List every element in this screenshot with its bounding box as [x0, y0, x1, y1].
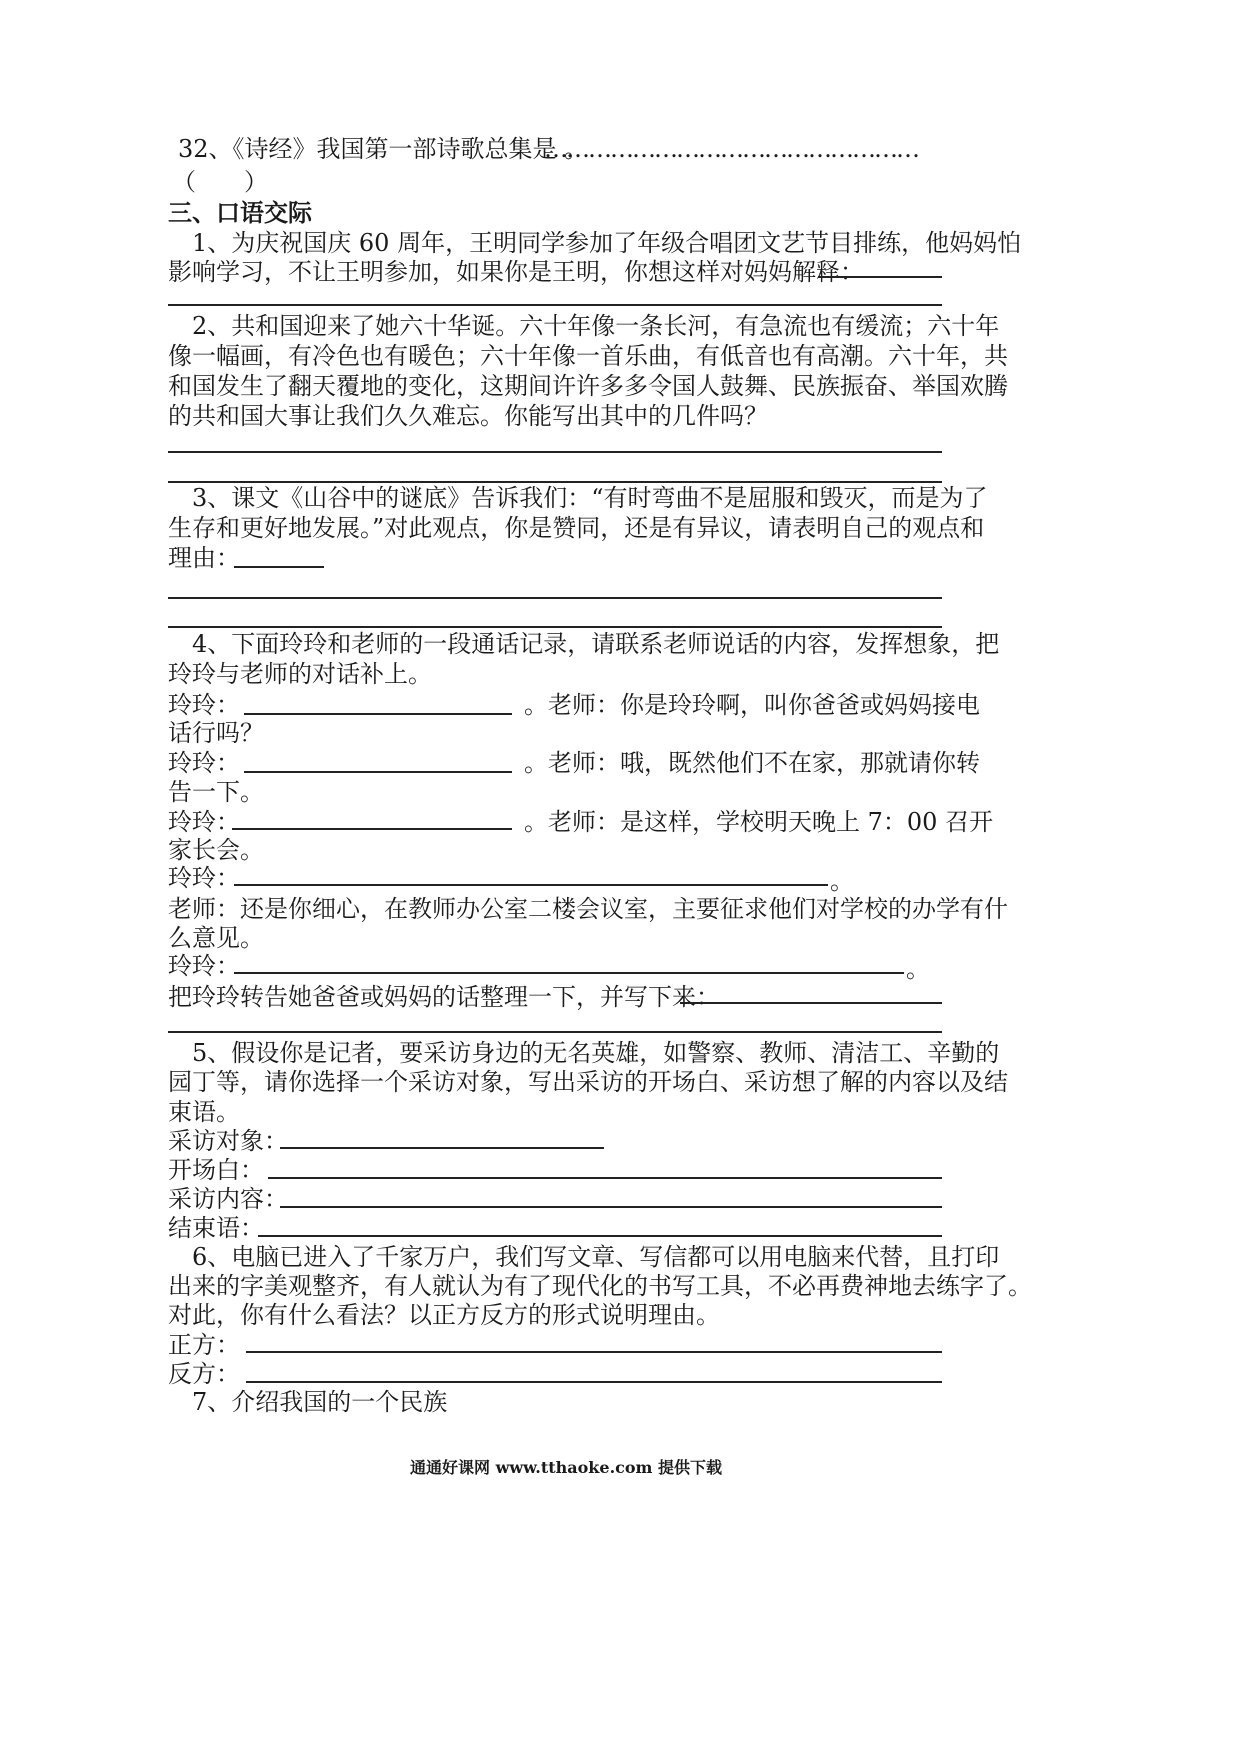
q4-summary-line[interactable]	[168, 1031, 942, 1033]
q4-line-1: 4、下面玲玲和老师的一段通话记录，请联系老师说话的内容，发挥想象，把	[192, 630, 1000, 658]
q1-answer-blank[interactable]	[818, 276, 942, 278]
q4-summary-blank[interactable]	[680, 1002, 942, 1004]
q4-teacher-line-5: 老师：还是你细心，在教师办公室二楼会议室，主要征求他们对学校的办学有什	[168, 895, 1008, 923]
q2-line-4: 的共和国大事让我们久久难忘。你能写出其中的几件吗？	[168, 402, 768, 430]
q4-ling-blank-5[interactable]	[234, 972, 904, 974]
q4-ling-label-2: 玲玲：	[168, 749, 240, 777]
q5-target-blank[interactable]	[280, 1147, 604, 1149]
q1-line-1: 1、为庆祝国庆 60 周年，王明同学参加了年级合唱团文艺节目排练，他妈妈怕	[192, 229, 1022, 257]
q6-pro-blank[interactable]	[246, 1351, 942, 1353]
q6-line-1: 6、电脑已进入了千家万户，我们写文章、写信都可以用电脑来代替，且打印	[192, 1243, 1000, 1271]
q1-line-2: 影响学习，不让王明参加，如果你是王明，你想这样对妈妈解释：	[168, 258, 864, 286]
q5-line-3: 束语。	[168, 1098, 240, 1126]
q2-line-1: 2、共和国迎来了她六十华诞。六十年像一条长河，有急流也有缓流；六十年	[192, 312, 1000, 340]
section-3-title: 三、口语交际	[168, 199, 312, 227]
q4-teacher-line-1-cont: 话行吗？	[168, 719, 264, 747]
q2-line-3: 和国发生了翻天覆地的变化，这期间许许多多令国人鼓舞、民族振奋、举国欢腾	[168, 372, 1008, 400]
q3-answer-blank[interactable]	[234, 566, 324, 568]
q4-teacher-line-2-cont: 告一下。	[168, 778, 264, 806]
q5-opening-label: 开场白：	[168, 1156, 264, 1184]
q4-ling-label-4: 玲玲：	[168, 864, 240, 892]
q4-ling-period-5: 。	[906, 955, 930, 983]
q4-ling-blank-3[interactable]	[232, 828, 512, 830]
q6-line-2: 出来的字美观整齐，有人就认为有了现代化的书写工具，不必再费神地去练字了。	[168, 1272, 1032, 1300]
q4-ling-label-5: 玲玲：	[168, 952, 240, 980]
q4-teacher-line-5-cont: 么意见。	[168, 924, 264, 952]
q5-target-label: 采访对象：	[168, 1127, 288, 1155]
q3-line-2: 生存和更好地发展。”对此观点，你是赞同，还是有异议，请表明自己的观点和	[168, 514, 985, 542]
q2-line-2: 像一幅画，有冷色也有暖色；六十年像一首乐曲，有低音也有高潮。六十年，共	[168, 342, 1008, 370]
q1-answer-line[interactable]	[168, 304, 942, 306]
q5-closing-blank[interactable]	[258, 1235, 942, 1237]
page-footer: 通通好课网 www.tthaoke.com 提供下载	[410, 1458, 723, 1477]
q5-line-1: 5、假设你是记者，要采访身边的无名英雄，如警察、教师、清洁工、辛勤的	[192, 1039, 1000, 1067]
q5-content-blank[interactable]	[280, 1206, 942, 1208]
q4-teacher-line-3: 。老师：是这样，学校明天晚上 7：00 召开	[524, 808, 994, 836]
q7-line-1: 7、介绍我国的一个民族	[192, 1388, 448, 1416]
q4-summary-prompt: 把玲玲转告她爸爸或妈妈的话整理一下，并写下来：	[168, 983, 720, 1011]
q32-answer-paren: （ ）	[172, 168, 268, 196]
q4-ling-blank-2[interactable]	[244, 771, 512, 773]
q4-teacher-line-2: 。老师：哦，既然他们不在家，那就请你转	[524, 749, 980, 777]
q4-ling-label-1: 玲玲：	[168, 691, 240, 719]
q32-text: 32、《诗经》我国第一部诗歌总集是 。	[178, 135, 589, 163]
q5-opening-blank[interactable]	[268, 1177, 942, 1179]
q4-ling-period-4: 。	[830, 867, 854, 895]
q4-ling-label-3: 玲玲：	[168, 808, 240, 836]
q6-pro-label: 正方：	[168, 1331, 240, 1359]
q3-answer-line-1[interactable]	[168, 597, 942, 599]
q3-line-1: 3、课文《山谷中的谜底》告诉我们：“有时弯曲不是屈服和毁灭，而是为了	[192, 484, 988, 512]
q5-closing-label: 结束语：	[168, 1214, 264, 1242]
q5-line-2: 园丁等，请你选择一个采访对象，写出采访的开场白、采访想了解的内容以及结	[168, 1068, 1008, 1096]
q32-dot-leader: ……………………………………………	[544, 135, 918, 163]
q4-line-2: 玲玲与老师的对话补上。	[168, 660, 432, 688]
q4-teacher-line-1: 。老师：你是玲玲啊，叫你爸爸或妈妈接电	[524, 691, 980, 719]
q3-line-3: 理由：	[168, 544, 240, 572]
q5-content-label: 采访内容：	[168, 1185, 288, 1213]
q4-ling-blank-1[interactable]	[244, 713, 512, 715]
q4-ling-blank-4[interactable]	[234, 884, 828, 886]
q2-answer-line-1[interactable]	[168, 451, 942, 453]
q6-line-3: 对此，你有什么看法？以正方反方的形式说明理由。	[168, 1301, 720, 1329]
q6-con-label: 反方：	[168, 1360, 240, 1388]
q6-con-blank[interactable]	[246, 1381, 942, 1383]
q4-teacher-line-3-cont: 家长会。	[168, 836, 264, 864]
